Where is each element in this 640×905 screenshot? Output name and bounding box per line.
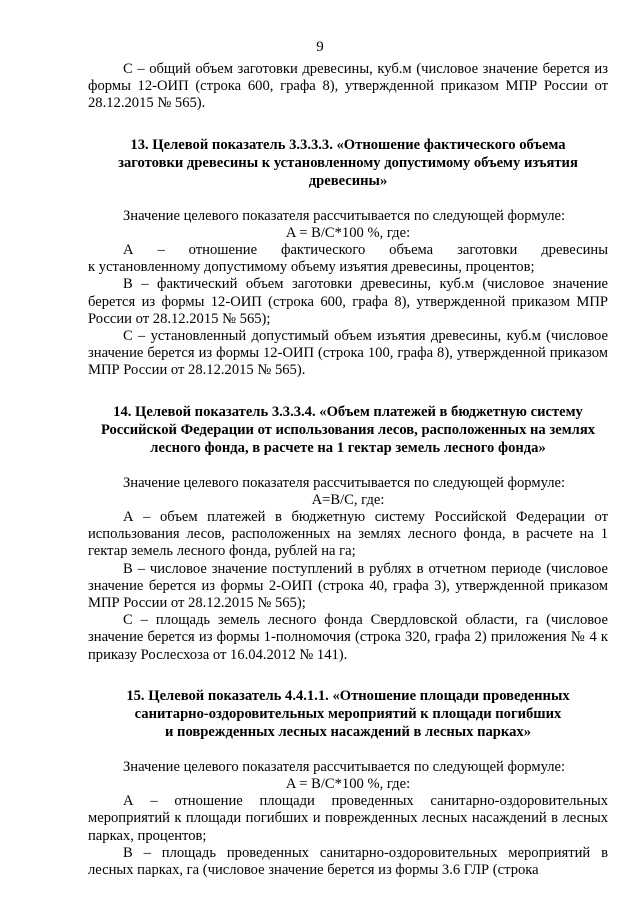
section-13-def-c: С – установленный допустимый объем изъятия древесины, куб.м (числовое значение берется из формы 12-ОИП (строка 100, графа 8), утвержденной приказом МПР России от 28.12.2015 № 565).	[88, 328, 608, 379]
section-14-heading-line1: 14. Целевой показатель 3.3.3.4. «Объем платежей в бюджетную систему	[113, 403, 583, 420]
section-15-def-a: А – отношение площади проведенных санитарно-оздоровительных мероприятий к площади погибших и поврежденных лесных насаждений в лесных парках, процентов;	[88, 793, 608, 844]
section-15-heading-line2: санитарно-оздоровительных мероприятий к площади погибших	[134, 705, 562, 722]
section-14-heading	[88, 403, 608, 457]
section-15-formula-intro: Значение целевого показателя рассчитывается по следующей формуле:	[123, 758, 566, 775]
section-15-formula: A = B/C*100 %, где:	[285, 776, 411, 793]
section-13-def-a-rest: к установленному допустимому объему изъятия древесины, процентов;	[88, 259, 535, 276]
section-13-formula: A = B/C*100 %, где:	[285, 224, 411, 241]
section-13-heading-line3: древесины»	[308, 172, 388, 189]
page-number: 9	[316, 39, 324, 55]
section-14-def-a: А – объем платежей в бюджетную систему Российской Федерации от использования лесов, расположенных на землях лесного фонда, в расчете на 1 гектар земель лесного фонда, рублей на га;	[88, 509, 608, 560]
section-13-heading-line1: 13. Целевой показатель 3.3.3.3. «Отношение фактического объема	[130, 136, 566, 153]
intro-paragraph: С – общий объем заготовки древесины, куб.м (числовое значение берется из формы 12-ОИП (строка 600, графа 8), утвержденной приказом МПР России от 28.12.2015 № 565).	[88, 61, 608, 112]
section-14-def-b: В – числовое значение поступлений в рублях в отчетном периоде (числовое значение берется из формы 2-ОИП (строка 40, графа 3), утвержденной приказом МПР России от 28.12.2015 № 565);	[88, 560, 608, 612]
section-14-heading-line3: лесного фонда, в расчете на 1 гектар земель лесного фонда»	[150, 439, 546, 456]
section-13-def-b: В – фактический объем заготовки древесины, куб.м (числовое значение берется из формы 12-ОИП (строка 600, графа 8), утвержденной приказом МПР России от 28.12.2015 № 565);	[88, 276, 608, 327]
section-15-heading	[88, 687, 608, 741]
section-13-heading	[88, 136, 608, 190]
section-14-def-c: С – площадь земель лесного фонда Свердловской области, га (числовое значение берется из формы 1-полномочия (строка 320, графа 2) приложения № 4 к приказу Рослесхоза от 16.04.2012 № 141).	[88, 612, 608, 663]
section-15-heading-line1: 15. Целевой показатель 4.4.1.1. «Отношение площади проведенных	[126, 687, 570, 704]
section-14	[88, 403, 608, 664]
section-15	[88, 687, 608, 879]
section-14-formula: A=B/C, где:	[311, 491, 385, 508]
section-14-heading-line2: Российской Федерации от использования лесов, расположенных на землях	[100, 421, 596, 438]
section-13-def-a-line1: А – отношение фактического объема заготовки древесины	[123, 242, 608, 259]
section-13	[88, 136, 608, 380]
section-13-formula-intro: Значение целевого показателя рассчитывается по следующей формуле:	[123, 207, 566, 224]
section-15-heading-line3: и поврежденных лесных насаждений в лесных парках»	[164, 723, 531, 740]
section-13-heading-line2: заготовки древесины к установленному допустимому объему изъятия	[118, 154, 578, 171]
document-body	[88, 61, 608, 879]
section-15-def-b: В – площадь проведенных санитарно-оздоровительных мероприятий в лесных парках, га (числовое значение берется из формы 3.6 ГЛР (строка	[88, 844, 608, 879]
section-14-formula-intro: Значение целевого показателя рассчитывается по следующей формуле:	[123, 474, 566, 491]
